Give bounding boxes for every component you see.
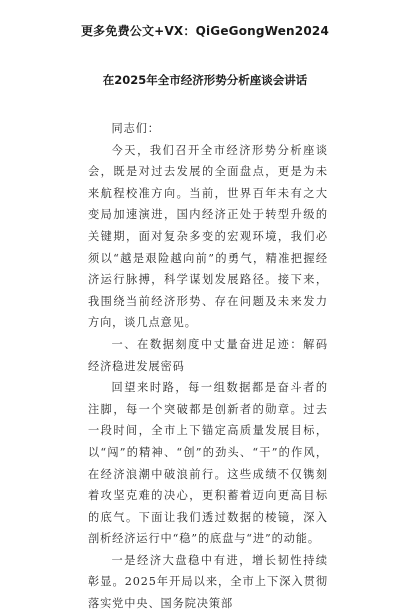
paragraph-review: 回望来时路，每一组数据都是奋斗者的注脚，每一个突破都是创新者的勋章。过去一段时间，全市上下锚定高质量发展目标，以“闯”的精神、“创”的劲头、“干”的作风，在经济浪潮中破浪前行。这些成绩不仅镌刻着攻坚克难的决心，更积蓄着迈向更高目标的底气。下面让我们透过数据的棱镜，深入剖析经济运行中“稳”的底盘与“进”的动能。: [88, 381, 328, 546]
header-watermark: 更多免费公文+VX：QiGeGongWen2024: [80, 24, 329, 38]
paragraph-intro: 今天，我们召开全市经济形势分析座谈会，既是对过去发展的全面盘点，更是为未来航程校准方向。当前，世界百年未有之大变局加速演进，国内经济正处于转型升级的关键期，面对复杂多变的宏观环境，我们必须以“越是艰险越向前”的勇气，精准把握经济运行脉搏，科学谋划发展路径。接下来，我围绕当前经济形势、存在问题及未来发力方向，谈几点意见。: [88, 143, 328, 330]
section-heading-1: 一、在数据刻度中丈量奋进足迹：解码经济稳进发展密码: [88, 337, 328, 373]
paragraph-point-1: 一是经济大盘稳中有进，增长韧性持续彰显。2025年开局以来，全市上下深入贯彻落实党中央、国务院决策部: [88, 553, 328, 611]
document-body: [88, 118, 328, 615]
salutation: 同志们：: [111, 122, 160, 135]
document-title: 在2025年全市经济形势分析座谈会讲话: [102, 73, 308, 87]
